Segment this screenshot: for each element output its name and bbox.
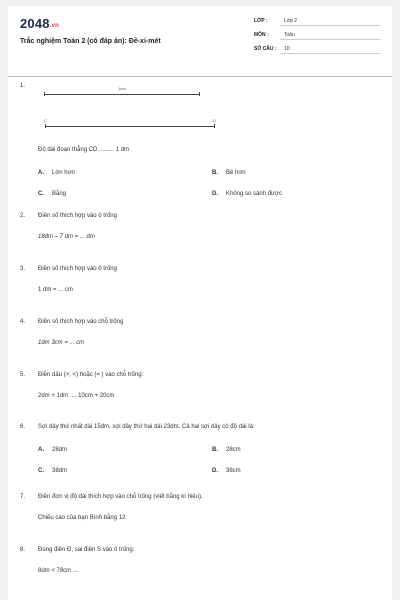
question-expression: Chiều cao của bạn Bình bằng 12 — [38, 515, 126, 521]
field-underline — [280, 53, 380, 54]
question-expression: 1dm 3cm = ... cm — [38, 340, 85, 346]
field-underline — [280, 25, 380, 26]
segment-tick — [44, 92, 45, 96]
worksheet-page — [8, 6, 392, 600]
option-letter: A. — [38, 447, 44, 453]
question-expression: 2dm + 1dm .... 10cm + 20cm — [38, 393, 115, 399]
question-count-label: SỐ CÂU : — [254, 46, 277, 52]
class-label: LỚP : — [254, 18, 268, 24]
document-title: Trắc nghiệm Toán 2 (có đáp án): Đề-xi-mét — [20, 38, 161, 45]
option-letter: B. — [212, 170, 218, 176]
answer-option-d[interactable] — [212, 468, 241, 474]
point-c-label: C — [44, 118, 47, 123]
answer-option-b[interactable] — [212, 170, 246, 176]
option-text: 38cm — [226, 468, 241, 474]
logo-suffix: .vn — [49, 23, 60, 29]
option-text: Bằng — [52, 191, 67, 197]
segment-tick — [199, 92, 200, 96]
answer-option-c[interactable] — [38, 191, 66, 197]
site-logo[interactable] — [20, 16, 59, 31]
question-count-value: 10 — [284, 46, 290, 52]
question-number: 8. — [20, 547, 26, 553]
question-text: Điền số thích hợp vào ô trống — [38, 266, 117, 272]
worksheet-header — [8, 6, 392, 68]
question-expression: 8dm < 78cm ... — [38, 568, 78, 574]
question-number: 5. — [20, 372, 26, 378]
option-text: 28dm — [52, 447, 68, 453]
question-text: Đúng điền Đ, sai điền S vào ô trống: — [38, 547, 135, 553]
question-text: Điền số thích hợp vào chỗ trống — [38, 319, 124, 325]
answer-option-a[interactable] — [38, 447, 67, 453]
option-text: Không so sánh được — [226, 191, 282, 197]
question-number: 6. — [20, 424, 26, 430]
option-letter: C. — [38, 468, 44, 474]
segment-cd — [45, 126, 215, 127]
question-number: 2. — [20, 213, 26, 219]
segment-tick — [214, 124, 215, 128]
question-text: Sợi dây thứ nhất dài 15dm, sợi dây thứ hai dài 23dm. Cả hai sợi dây có độ dài là: — [38, 424, 255, 430]
answer-option-c[interactable] — [38, 468, 67, 474]
subject-value: Toán — [284, 32, 295, 38]
question-number: 7. — [20, 494, 26, 500]
answer-option-b[interactable] — [212, 447, 241, 453]
question-number: 4. — [20, 319, 26, 325]
reference-segment-1dm — [44, 94, 200, 95]
question-expression: 18dm – 7 dm = ... dm — [38, 234, 95, 240]
question-text: Điền số thích hợp vào ô trống — [38, 213, 117, 219]
class-value: Lớp 2 — [284, 18, 298, 24]
option-letter: C. — [38, 191, 44, 197]
field-underline — [280, 39, 380, 40]
option-letter: B. — [212, 447, 218, 453]
option-text: Bé hơn — [226, 170, 246, 176]
question-number: 1. — [20, 83, 26, 89]
question-expression: 1 dm = ... cm — [38, 287, 73, 293]
subject-label: MÔN : — [254, 32, 269, 38]
segment-tick — [45, 124, 46, 128]
option-text: 28cm — [226, 447, 241, 453]
point-d-label: D — [213, 118, 216, 123]
header-divider — [8, 76, 392, 77]
option-letter: A. — [38, 170, 44, 176]
question-number: 3. — [20, 266, 26, 272]
segment-label: 1dm — [118, 86, 126, 91]
option-text: Lớn hơn — [52, 170, 75, 176]
logo-text: 2048 — [20, 16, 50, 31]
option-letter: D. — [212, 191, 218, 197]
option-text: 38dm — [52, 468, 68, 474]
answer-option-d[interactable] — [212, 191, 282, 197]
question-text: Điền đơn vị độ dài thích hợp vào chỗ trống (viết bằng kí hiệu). — [38, 494, 203, 500]
option-letter: D. — [212, 468, 218, 474]
question-text: Độ dài đoạn thẳng CD ......... 1 dm — [38, 147, 130, 153]
answer-option-a[interactable] — [38, 170, 75, 176]
question-text: Điền dấu (>; <) hoặc (= ) vào chỗ trống: — [38, 372, 144, 378]
